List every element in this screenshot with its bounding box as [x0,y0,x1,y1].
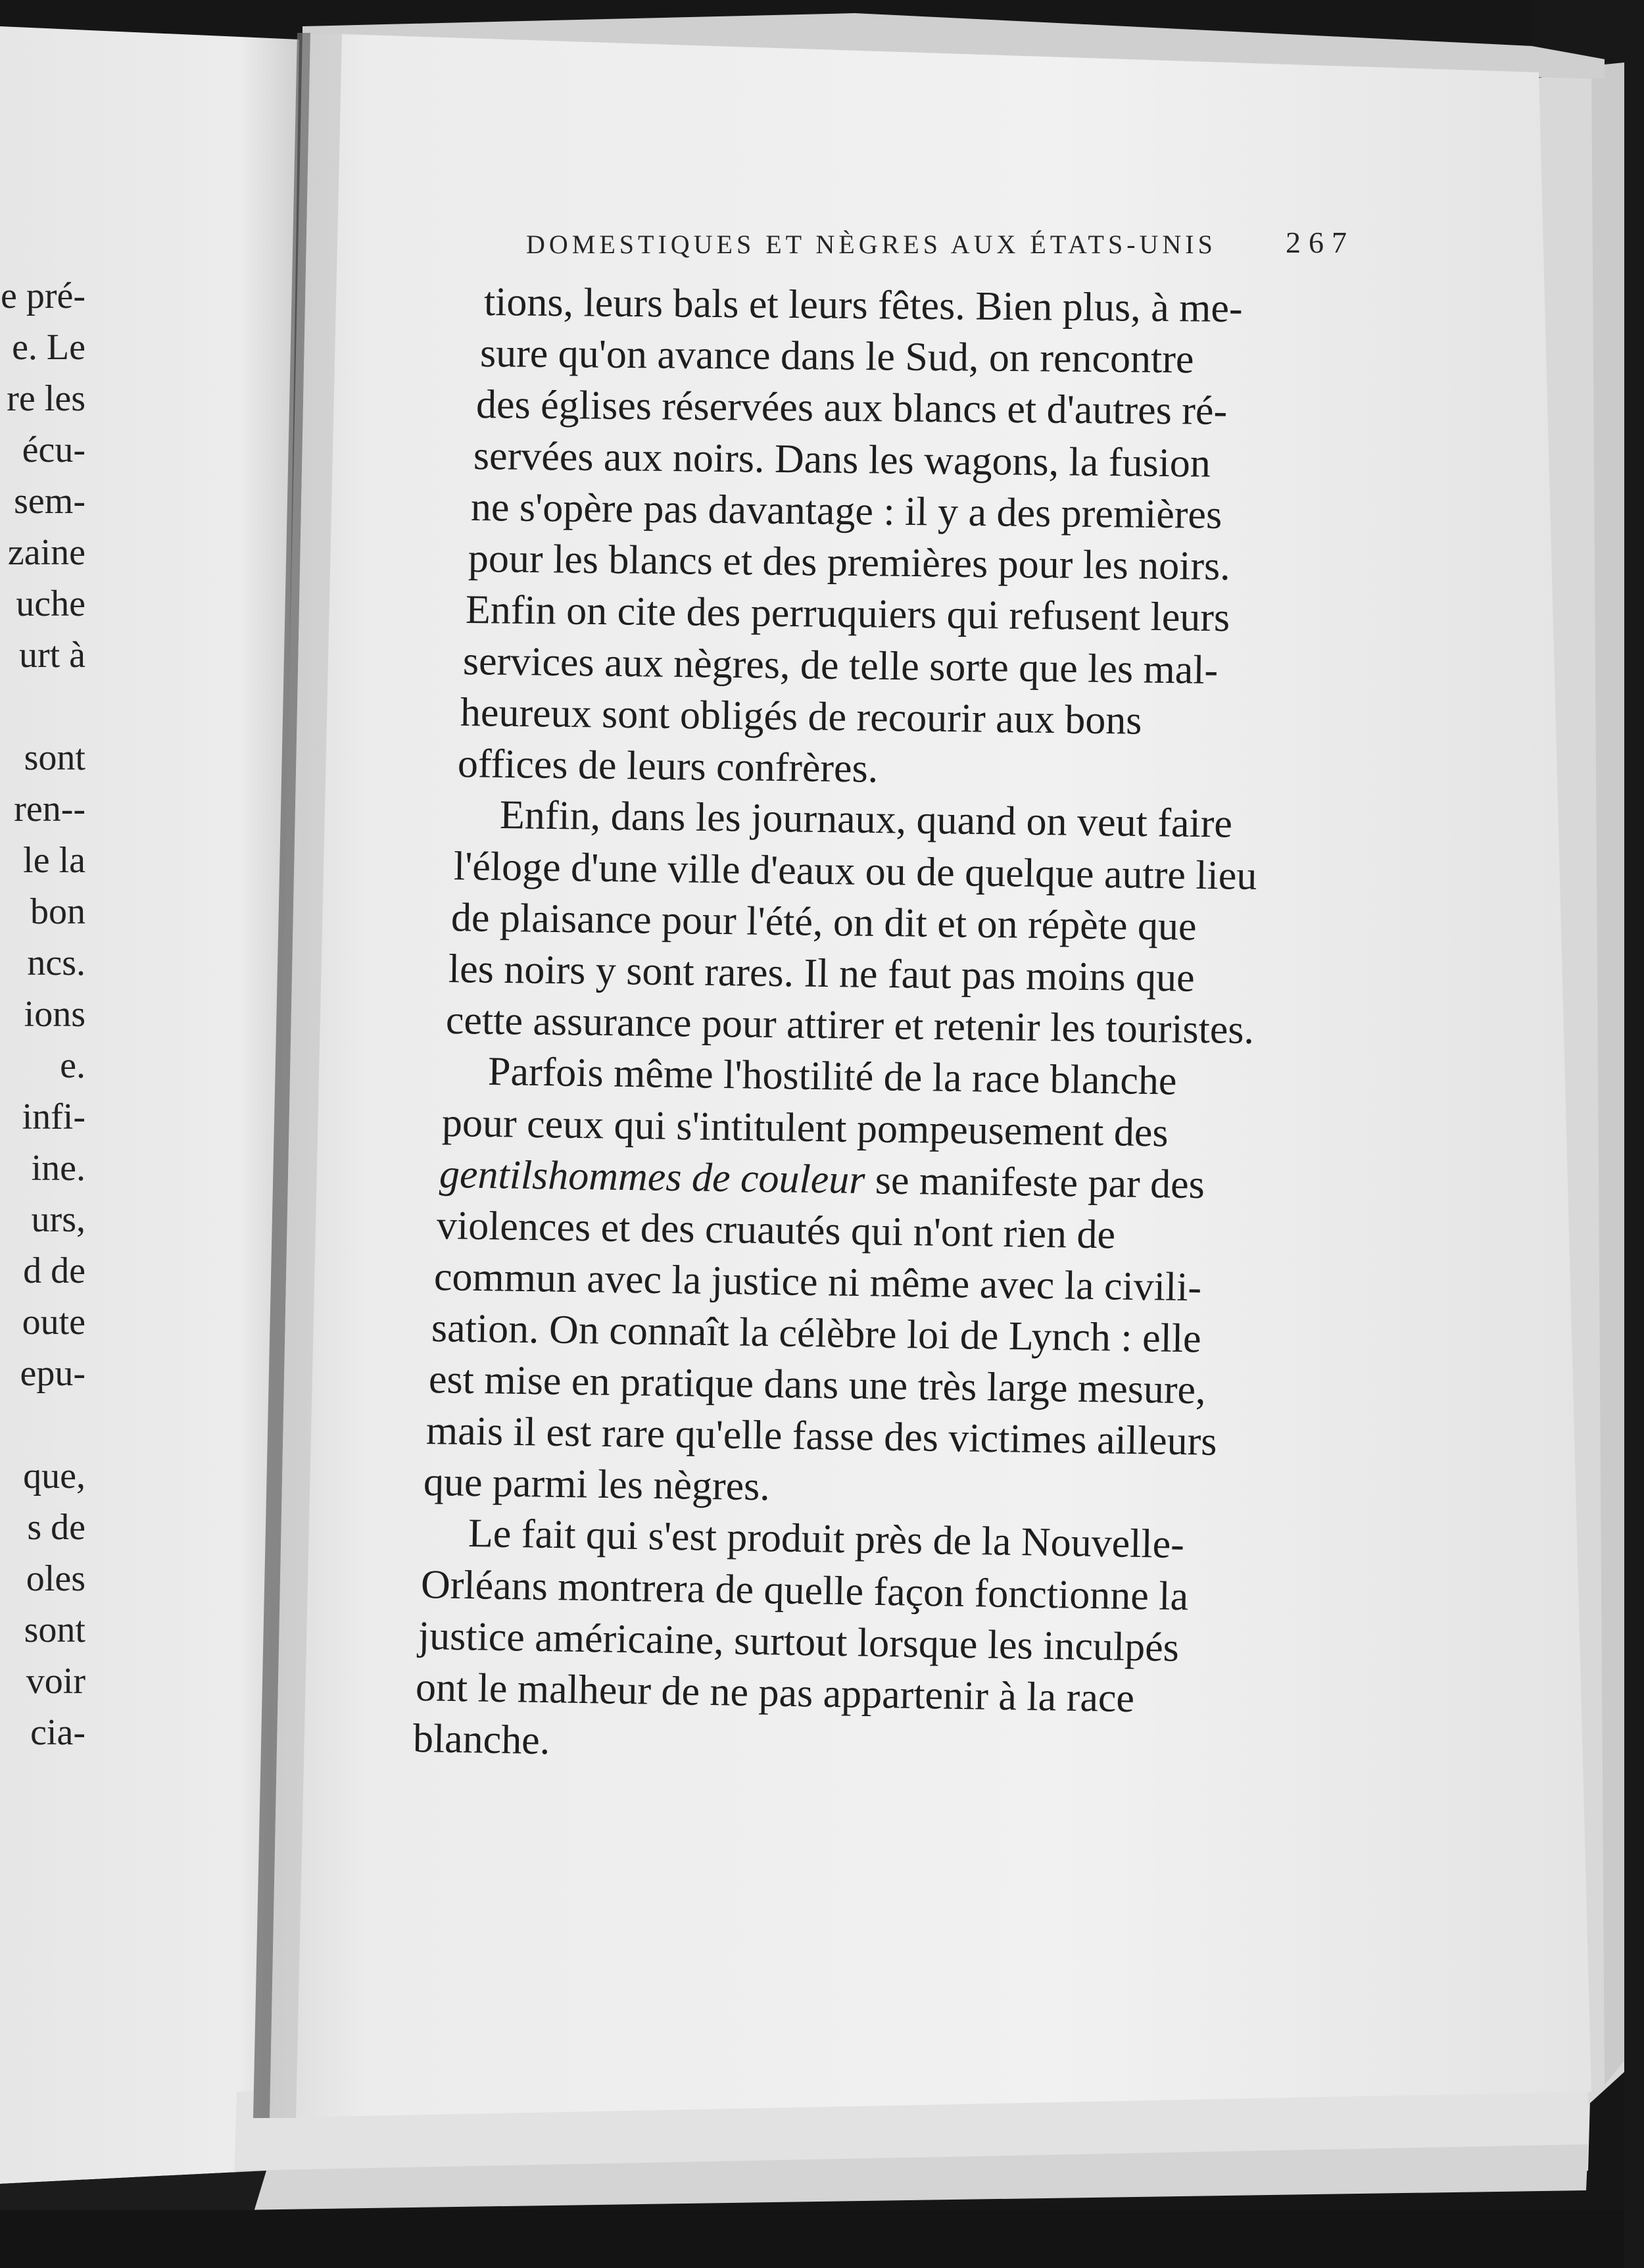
left-page-line: infi- [22,1097,85,1137]
running-head-title: DOMESTIQUES ET NÈGRES AUX ÉTATS-UNIS [526,230,1217,259]
left-page-line: écu- [22,430,85,470]
text-line: que parmi les nègres. [423,1460,771,1510]
text-line: ont le malheur de ne pas appartenir à la race [415,1665,1135,1721]
text-line: sure qu'on avance dans le Sud, on rencontre [479,331,1194,382]
text-line: ne s'opère pas davantage : il y a des premières [470,485,1222,537]
page-number: 267 [1286,226,1355,259]
text-line: blanche. [412,1716,550,1763]
text-line: Le fait qui s'est produit près de la Nouvelle- [468,1511,1185,1567]
left-page-line: le la [23,840,85,881]
text-line-rest: se manifeste par des [875,1158,1205,1208]
left-page-line: sont [24,1610,85,1650]
left-page-line: re les [7,378,85,419]
left-page-line: e. [60,1045,85,1086]
text-line: cette assurance pour attirer et retenir les touristes. [445,998,1255,1053]
text-line: tions, leurs bals et leurs fêtes. Bien plus, à me- [483,280,1243,332]
text-line: justice américaine, surtout lorsque les inculpés [418,1614,1180,1671]
text-line: Enfin on cite des perruquiers qui refusent leurs [465,587,1230,641]
text-line: Orléans montrera de quelle façon fonctionne la [420,1562,1189,1619]
text-line: Enfin, dans les journaux, quand on veut faire [499,793,1233,847]
text-line: pour les blancs et des premières pour les noirs. [468,536,1231,589]
left-page-line: sont [24,737,85,778]
italic-phrase: gentilshommes de couleur [439,1152,865,1203]
left-page-line: voir [26,1661,85,1702]
text-line: commun avec la justice ni même avec la civili- [433,1254,1202,1310]
text-line: heureux sont obligés de recourir aux bons [460,690,1142,743]
left-page-line: urt à [18,635,85,676]
text-line: est mise en pratique dans une très large mesure, [428,1357,1207,1413]
text-line: les noirs y sont rares. Il ne faut pas moins que [448,947,1196,1000]
text-line: mais il est rare qu'elle fasse des victimes ailleurs [425,1408,1217,1464]
text-line: offices de leurs confrères. [457,741,879,791]
left-page-line: cia- [30,1712,85,1753]
left-page-line: d de [23,1250,85,1291]
text-line: Parfois même l'hostilité de la race blanche [487,1049,1177,1104]
text-line: l'éloge d'une ville d'eaux ou de quelque autre lieu [453,844,1257,899]
left-page-line: oute [22,1302,85,1343]
left-page-line: sem- [14,481,85,522]
left-page [0,26,299,2184]
text-line: de plaisance pour l'été, on dit et on répète que [450,895,1197,949]
left-page-line: urs, [31,1199,85,1240]
left-page-line: e pré- [0,276,85,316]
left-page-line: ren-- [14,789,85,829]
text-line: servées aux noirs. Dans les wagons, la fusion [473,433,1211,486]
left-page-line: ions [24,994,85,1035]
text-line: des églises réservées aux blancs et d'autres ré- [475,382,1228,433]
left-page-line: e. Le [12,327,85,368]
left-page-line: ncs. [27,943,85,983]
left-page-line: uche [16,583,85,624]
left-page-line: que, [23,1456,85,1496]
text-line: pour ceux qui s'intitulent pompeusement des [441,1100,1169,1156]
left-page-line: s de [27,1507,85,1548]
text-line: sation. On connaît la célèbre loi de Lynch : elle [431,1306,1202,1362]
left-page-line: oles [26,1558,85,1599]
text-line: services aux nègres, de telle sorte que les mal- [462,639,1219,693]
left-page-line: bon [30,891,85,932]
left-page-line: zaine [7,532,85,573]
left-page-line: ine. [31,1148,85,1189]
text-line: violences et des cruautés qui n'ont rien de [436,1203,1116,1258]
right-page [260,33,1591,2118]
left-page-line: epu- [20,1353,85,1394]
